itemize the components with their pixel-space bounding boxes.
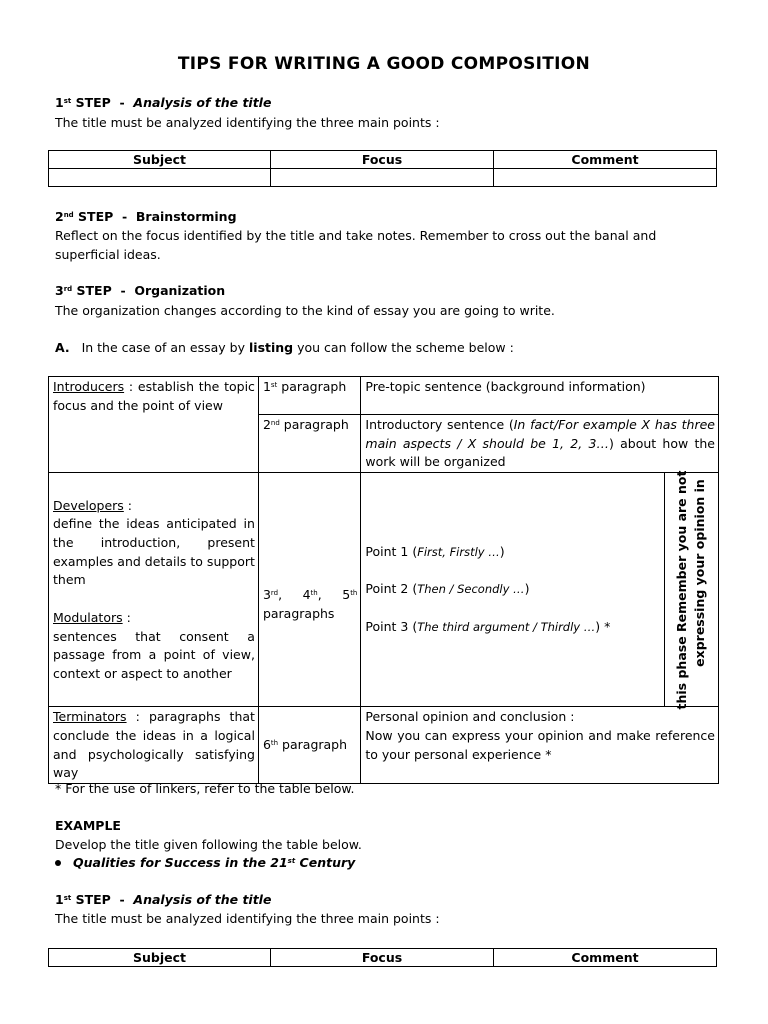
introducers-label: Introducers	[53, 379, 125, 394]
example-bullet-post: Century	[295, 855, 356, 870]
step2-text-line1: Reflect on the focus identified by the title and take notes. Remember to cross out the banal and	[55, 228, 657, 243]
paragraph-3-number: 3rd,	[262, 587, 283, 603]
paragraph-5-number: 5th	[342, 587, 358, 603]
table-row	[49, 949, 717, 967]
paragraph-6-desc	[361, 707, 719, 784]
paragraph-2-desc-post: ) about how the work will be organized	[365, 435, 715, 470]
essay-scheme-table	[48, 376, 719, 784]
points-cell	[361, 473, 664, 707]
paragraph-6-number: 6	[262, 737, 271, 753]
step2-text-line2: superficial ideas.	[55, 247, 161, 262]
point-3: Point 3 (The third argument / Thirdly …) *	[365, 618, 611, 634]
page-title: TIPS FOR WRITING A GOOD COMPOSITION	[177, 54, 591, 74]
step2-label: STEP -	[73, 209, 136, 224]
developers-text: define the ideas anticipated in the introduction, present examples and details to support them	[53, 516, 255, 588]
developers-modulators-cell: Developers : define the ideas anticipated in the introduction, present examples and details to support them Modulators : sentences that consent a passage from a point of view, context or aspect to another	[49, 473, 259, 707]
table-header-focus: Focus	[271, 949, 494, 967]
step2-ordinal: nd	[63, 211, 74, 219]
terminators-label: Terminators	[53, 709, 127, 725]
step1-name: Analysis of the title	[133, 95, 272, 110]
paragraph-4-number: 4th,	[302, 587, 322, 603]
table-header-comment: Comment	[494, 151, 717, 169]
paragraph-6-desc-rest: Now you can express your opinion and make reference to your personal experience *	[365, 727, 715, 762]
paragraph-2-desc-pre: Introductory sentence (	[365, 417, 514, 432]
paragraph-2-word: paragraph	[279, 417, 349, 432]
table-row	[49, 377, 719, 415]
table-header-comment: Comment	[494, 949, 717, 967]
paragraph-1-number: 1	[262, 379, 271, 394]
table-row	[49, 169, 717, 187]
paragraphs-3-5-word: paragraphs	[262, 606, 335, 622]
table-header-focus: Focus	[271, 151, 494, 169]
developers-label: Developers	[53, 497, 124, 513]
paragraph-6-ordinal: th	[270, 739, 279, 748]
paragraph-1-desc: Pre-topic sentence (background information)	[361, 377, 719, 415]
paragraphs-3-5-cell	[258, 473, 360, 707]
step3-name: Organization	[134, 283, 226, 298]
step3-heading	[55, 282, 225, 300]
step3-ordinal: rd	[63, 285, 73, 293]
point-2: Point 2 (Then / Secondly …)	[365, 581, 530, 597]
step1-number: 1	[55, 95, 64, 110]
footnote: * For the use of linkers, refer to the table below.	[55, 781, 355, 796]
introducers-text: : establish the topic focus and the point of view	[53, 379, 255, 413]
paragraph-6-desc-line1: Personal opinion and conclusion :	[365, 709, 575, 725]
step2-heading	[55, 208, 237, 226]
step1b-heading	[55, 891, 271, 909]
paragraph-2-desc-italic: In fact/For example X has three main aspects / X should be 1, 2, 3…	[365, 417, 715, 451]
paragraph-2-number: 2	[262, 417, 271, 432]
step1b-label: STEP -	[71, 892, 134, 907]
paragraph-1-ordinal: st	[270, 381, 278, 389]
section-a-bold: listing	[249, 340, 294, 355]
bullet-icon	[55, 860, 61, 866]
table-cell-empty[interactable]	[494, 169, 717, 187]
paragraphs-3-5-numbers	[263, 556, 357, 605]
example-bullet-pre: Qualities for Success in the 21	[73, 855, 288, 870]
table-cell-empty[interactable]	[49, 169, 271, 187]
paragraph-6-cell	[258, 707, 360, 784]
section-a-post: you can follow the scheme below :	[293, 340, 514, 355]
table-row	[49, 473, 719, 707]
modulators-label: Modulators	[53, 609, 123, 625]
point-1: Point 1 (First, Firstly …)	[365, 543, 505, 559]
table-header-subject: Subject	[49, 151, 271, 169]
paragraph-2-cell	[258, 415, 360, 473]
step3-label: STEP -	[72, 283, 135, 298]
section-a-pre: In the case of an essay by	[81, 340, 249, 355]
terminators-cell	[49, 707, 259, 784]
step1-text: The title must be analyzed identifying the three main points :	[55, 115, 440, 130]
example-bullet-ordinal: st	[287, 857, 296, 865]
terminators-text: : paragraphs that conclude the ideas in a logical and psychologically satisfying way	[53, 709, 255, 781]
paragraph-2-desc	[361, 415, 719, 473]
paragraph-1-word: paragraph	[277, 379, 347, 394]
analysis-table-2	[48, 948, 717, 967]
table-cell-empty[interactable]	[271, 169, 494, 187]
step3-number: 3	[55, 283, 64, 298]
table-header-subject: Subject	[49, 949, 271, 967]
section-a-intro	[55, 339, 514, 357]
example-heading: EXAMPLE	[55, 818, 121, 833]
table-row	[49, 151, 717, 169]
step1-heading	[55, 94, 271, 112]
section-a-letter: A.	[55, 340, 70, 355]
introducers-cell	[49, 377, 259, 473]
step3-text: The organization changes according to the kind of essay you are going to write.	[55, 303, 555, 318]
vertical-note	[673, 470, 709, 709]
example-bullet	[55, 854, 355, 872]
step1b-number: 1	[55, 892, 64, 907]
vertical-note-cell	[664, 470, 718, 710]
modulators-text: sentences that consent a passage from a point of view, context or aspect to another	[53, 628, 255, 681]
paragraph-2-ordinal: nd	[270, 419, 280, 427]
step1b-ordinal: st	[63, 894, 72, 902]
step1-label: STEP -	[71, 95, 134, 110]
step1b-name: Analysis of the title	[133, 892, 272, 907]
step1-ordinal: st	[63, 97, 72, 105]
vertical-note-line2: expressing your opinion in	[692, 478, 708, 667]
paragraph-1-cell	[258, 377, 360, 415]
step2-number: 2	[55, 209, 64, 224]
table-row	[49, 707, 719, 784]
example-text: Develop the title given following the table below.	[55, 837, 362, 852]
analysis-table-1	[48, 150, 717, 187]
step1b-text: The title must be analyzed identifying the three main points :	[55, 911, 440, 926]
vertical-note-line1: this phase Remember you are not	[674, 470, 690, 710]
step2-name: Brainstorming	[135, 209, 237, 224]
paragraph-6-word: paragraph	[278, 737, 348, 753]
